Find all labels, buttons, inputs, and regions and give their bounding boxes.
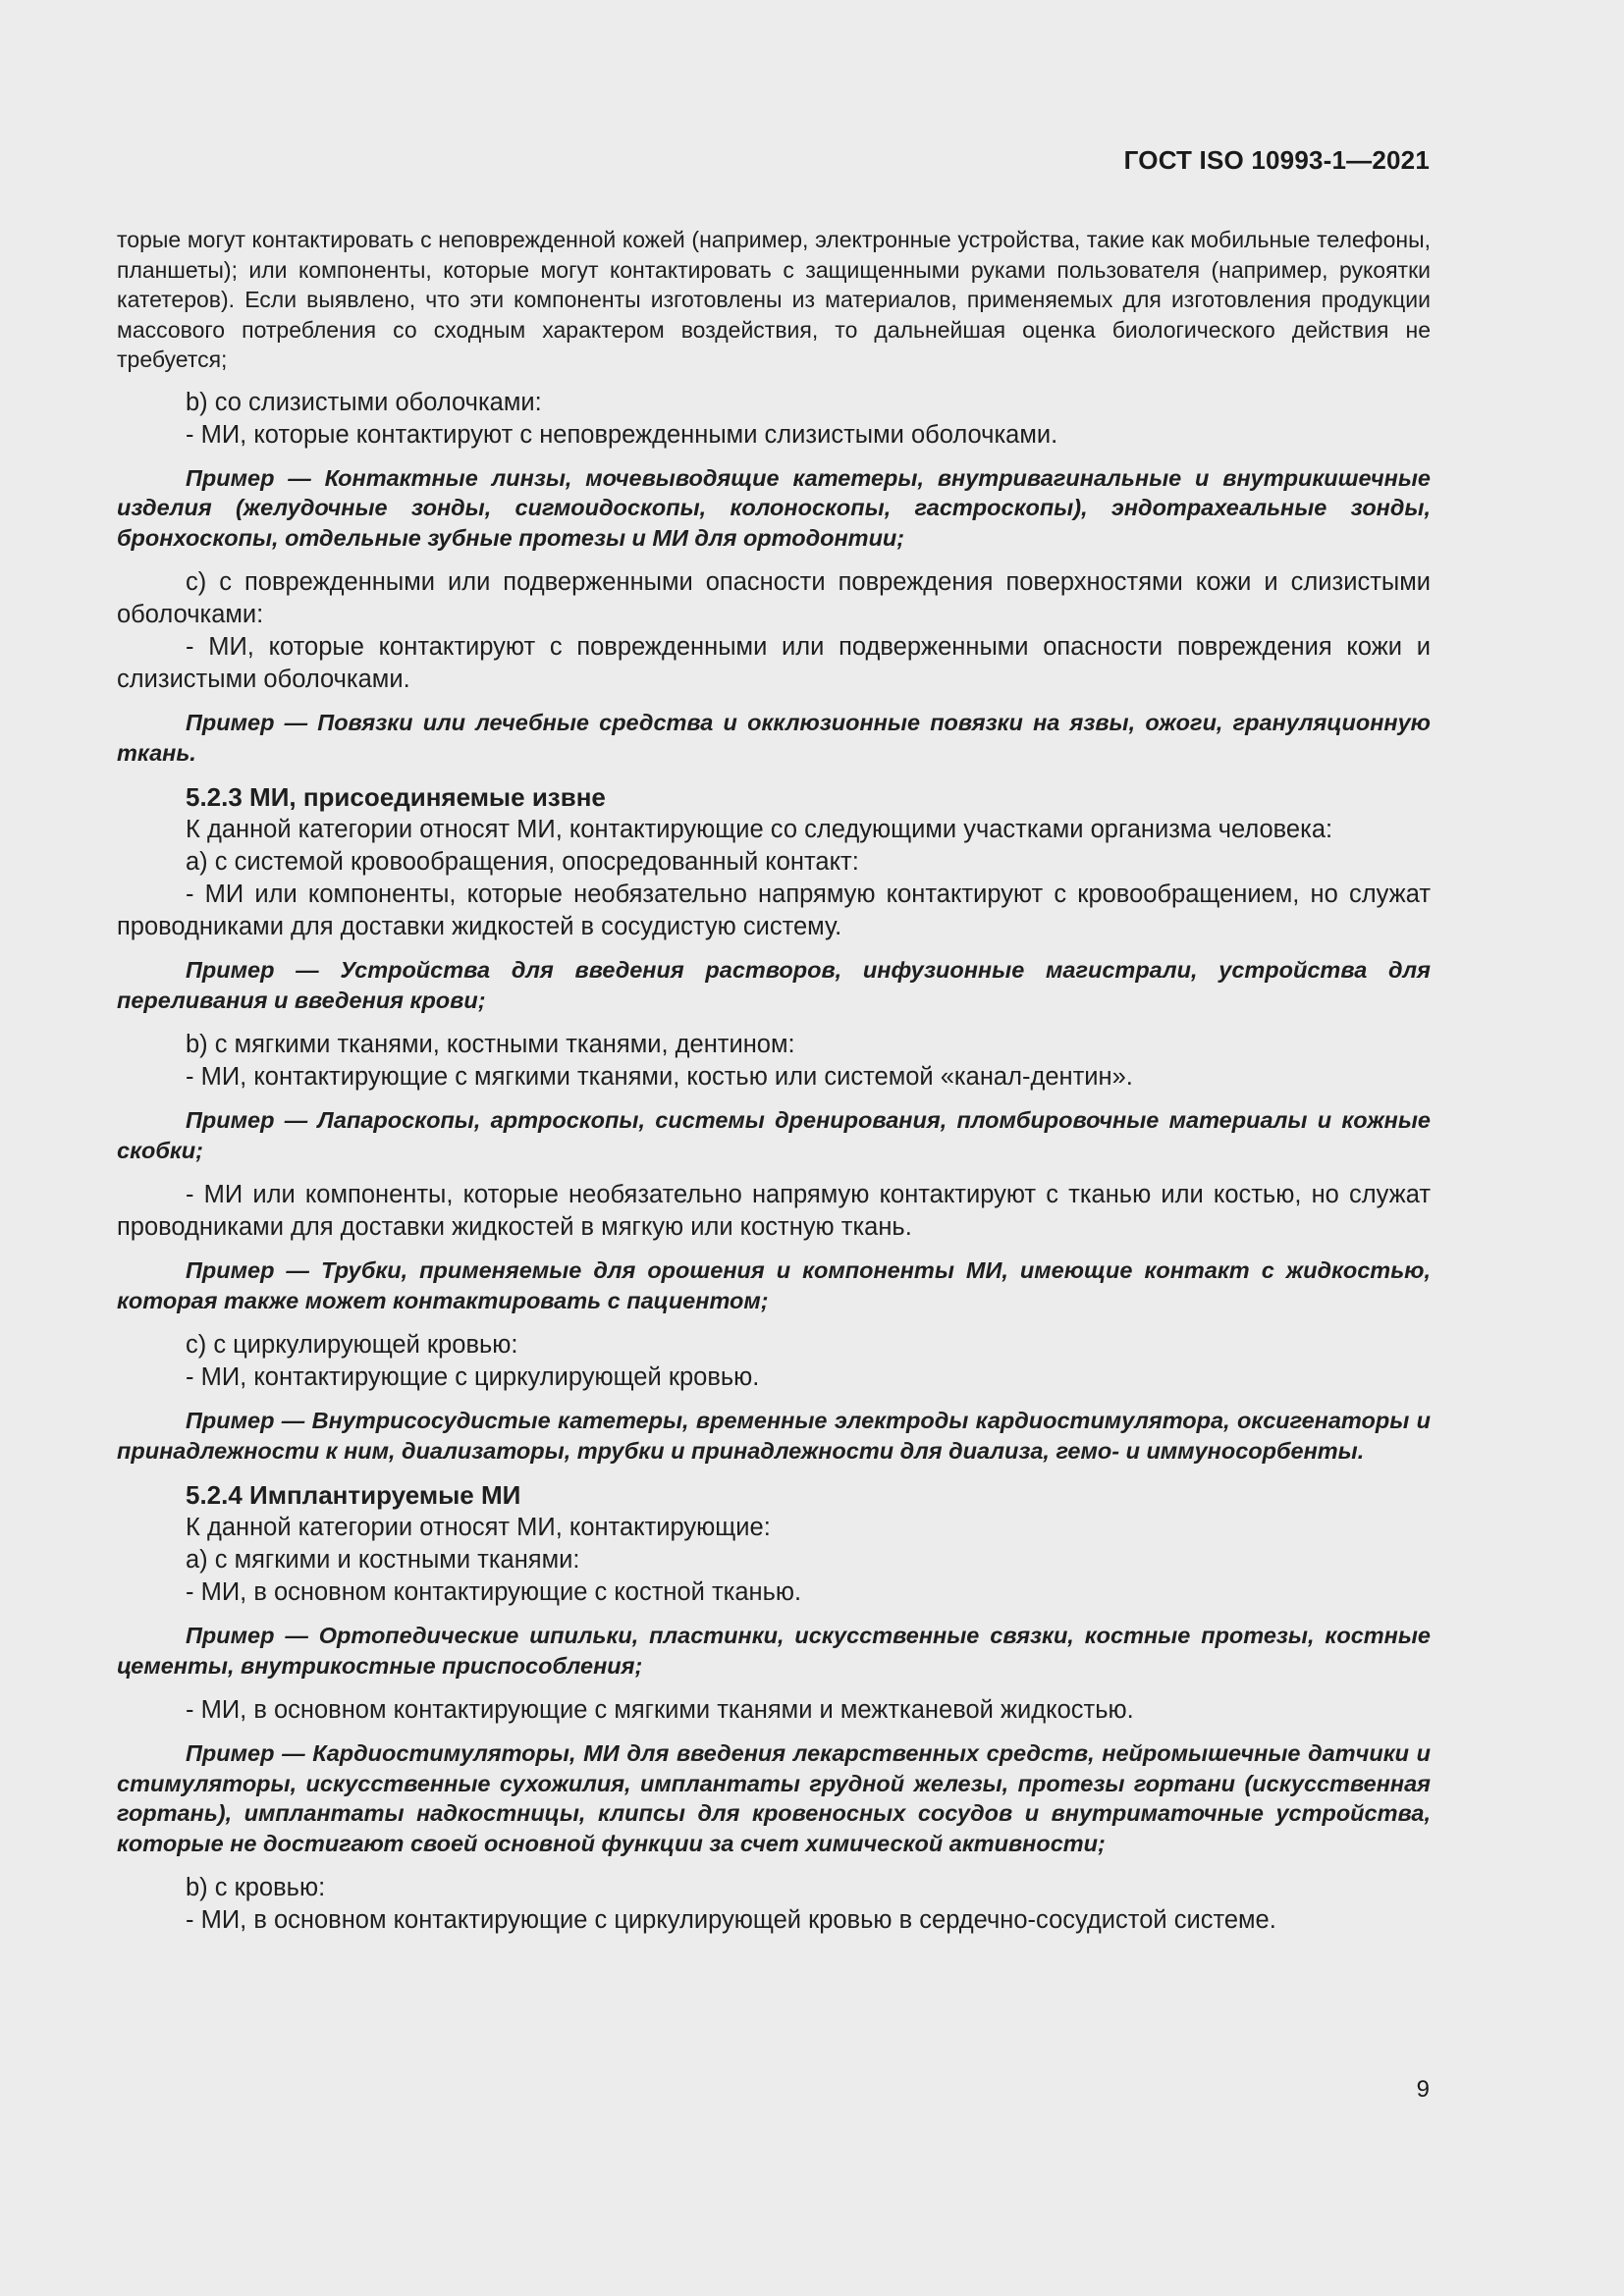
page-number: 9 — [1416, 2076, 1430, 2103]
section-5-2-4-item-b: b) с кровью: — [186, 1874, 326, 1901]
section-5-2-3-subitem-b: - МИ, контактирующие с мягкими тканями, костью или системой «канал-дентин». — [186, 1063, 1133, 1091]
example-5: Пример — Трубки, применяемые для орошения и компоненты МИ, имеющие контакт с жидкостью, которая также может контактировать с пациентом; — [117, 1257, 1431, 1313]
example-6: Пример — Внутрисосудистые катетеры, временные электроды кардиостимулятора, оксигенаторы и принадлежности к ним, диализаторы, трубки и принадлежности для диализа, гемо- и иммуносорбенты. — [117, 1408, 1431, 1464]
section-heading-5-2-3: 5.2.3 МИ, присоединяемые извне — [186, 782, 606, 812]
section-heading-5-2-4: 5.2.4 Имплантируемые МИ — [186, 1480, 521, 1510]
example-7: Пример — Ортопедические шпильки, пластинки, искусственные связки, костные протезы, костные цементы, внутрикостные приспособления; — [117, 1623, 1431, 1679]
intro-paragraph: торые могут контактировать с неповрежденной кожей (например, электронные устройства, такие как мобильные телефоны, планшеты); или компоненты, которые могут контактировать с защищенными руками пользователя (например, рукоятки катетеров). Если выявлено, что эти компоненты изготовлены из материалов, применяемых для изготовления продукции массового потребления со сходным характером воздействия, то дальнейшая оценка биологического действия не требуется; — [117, 227, 1431, 372]
example-1: Пример — Контактные линзы, мочевыводящие катетеры, внутривагинальные и внутрикишечные изделия (желудочные зонды, сигмоидоскопы, колоноскопы, гастроскопы), эндотрахеальные зонды, бронхоскопы, отдельные зубные протезы и МИ для ортодонтии; — [117, 464, 1431, 551]
section-5-2-4-intro: К данной категории относят МИ, контактирующие: — [186, 1514, 771, 1541]
list-item-b-mucosa: b) со слизистыми оболочками: — [186, 388, 542, 416]
section-5-2-3-subitem-c: - МИ, контактирующие с циркулирующей кровью. — [186, 1363, 760, 1391]
section-5-2-3-subitem-a: - МИ или компоненты, которые необязательно напрямую контактируют с кровообращением, но служат проводниками для доставки жидкостей в сосудистую систему. — [117, 881, 1431, 940]
list-subitem-c-damaged: - МИ, которые контактируют с поврежденными или подверженными опасности повреждения кожи и слизистыми оболочками. — [117, 633, 1431, 693]
document-header-id: ГОСТ ISO 10993-1—2021 — [1123, 145, 1430, 175]
section-5-2-4-item-a: а) с мягкими и костными тканями: — [186, 1546, 580, 1574]
example-4: Пример — Лапароскопы, артроскопы, системы дренирования, пломбировочные материалы и кожные скобки; — [117, 1107, 1431, 1163]
section-5-2-3-subitem-b2: - МИ или компоненты, которые необязательно напрямую контактируют с тканью или костью, но служат проводниками для доставки жидкостей в мягкую или костную ткань. — [117, 1181, 1431, 1241]
example-8: Пример — Кардиостимуляторы, МИ для введения лекарственных средств, нейромышечные датчики и стимуляторы, искусственные сухожилия, имплантаты грудной железы, протезы гортани (искусственная гортань), имплантаты надкостницы, клипсы для кровеносных сосудов и внутриматочные устройства, которые не достигают своей основной функции за счет химической активности; — [117, 1740, 1431, 1856]
document-body — [117, 225, 1431, 1937]
section-5-2-3-item-a: а) с системой кровообращения, опосредованный контакт: — [186, 848, 859, 876]
example-2: Пример — Повязки или лечебные средства и окклюзионные повязки на язвы, ожоги, грануляционную ткань. — [117, 710, 1431, 766]
section-5-2-3-item-c: c) с циркулирующей кровью: — [186, 1331, 518, 1359]
example-3: Пример — Устройства для введения растворов, инфузионные магистрали, устройства для переливания и введения крови; — [117, 957, 1431, 1013]
section-5-2-4-subitem-a: - МИ, в основном контактирующие с костной тканью. — [186, 1578, 802, 1606]
section-5-2-3-intro: К данной категории относят МИ, контактирующие со следующими участками организма человека: — [186, 816, 1333, 843]
section-5-2-3-item-b: b) с мягкими тканями, костными тканями, дентином: — [186, 1031, 795, 1058]
section-5-2-4-subitem-b: - МИ, в основном контактирующие с циркулирующей кровью в сердечно-сосудистой системе. — [186, 1906, 1276, 1934]
list-subitem-b-mucosa: - МИ, которые контактируют с неповрежденными слизистыми оболочками. — [186, 420, 1058, 449]
list-item-c-damaged: c) с поврежденными или подверженными опасности повреждения поверхностями кожи и слизистыми оболочками: — [117, 568, 1431, 628]
section-5-2-4-subitem-a2: - МИ, в основном контактирующие с мягкими тканями и межтканевой жидкостью. — [186, 1696, 1134, 1724]
